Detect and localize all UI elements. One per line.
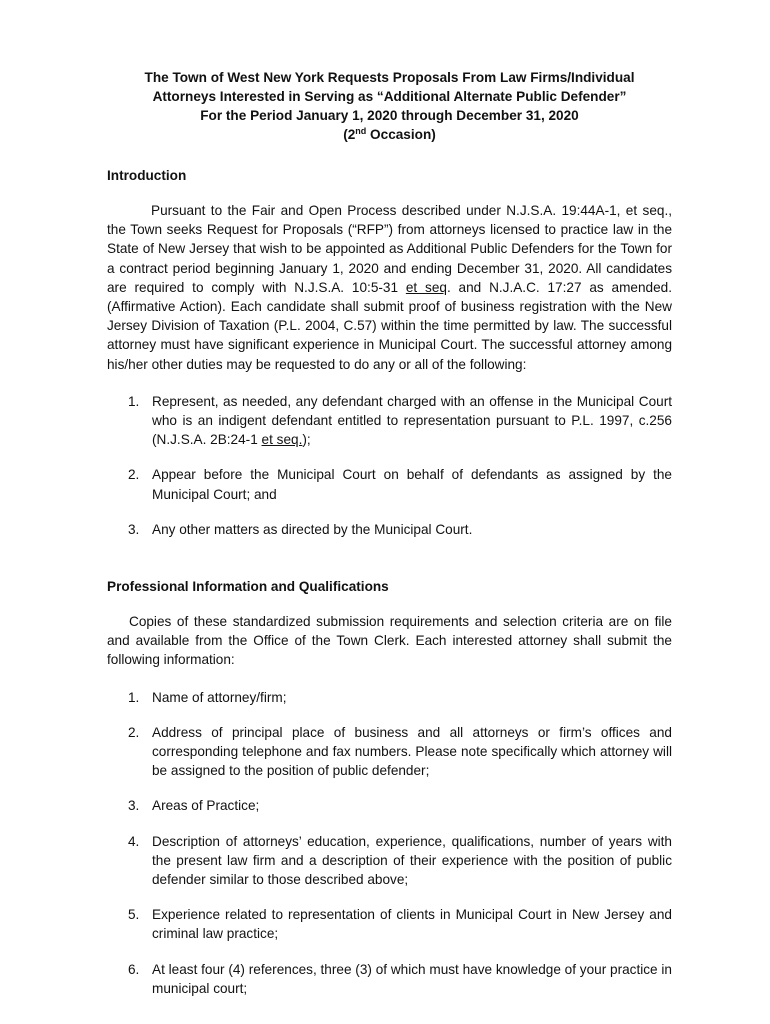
list-item (128, 520, 672, 539)
list-item (128, 905, 672, 943)
list-item-number: 1. (128, 393, 140, 409)
list-item (128, 723, 672, 781)
title-line-3: For the Period January 1, 2020 through December 31, 2020 (200, 108, 579, 123)
list-item (128, 960, 672, 998)
intro-text-underlined: et seq (405, 279, 447, 295)
list-item (128, 392, 672, 450)
list-item (128, 465, 672, 503)
qualifications-list (107, 688, 672, 998)
list-item-number: 3. (128, 798, 140, 814)
list-item-text: At least four (4) references, three (3) of which must have knowledge of your practice in municipal court; (152, 961, 672, 996)
list-item-text-end: ); (302, 432, 311, 448)
list-item-text: Areas of Practice; (152, 798, 260, 814)
title-line-2: Attorneys Interested in Serving as “Additional Alternate Public Defender” (152, 89, 627, 104)
list-item-number: 5. (128, 907, 140, 923)
title-line-1: The Town of West New York Requests Proposals From Law Firms/Individual (144, 70, 635, 85)
title-line-4-post: Occasion) (366, 127, 436, 142)
list-item (128, 796, 672, 815)
intro-text-b: . and N.J.A.C. 17:27 as amended. (Affirmative Action). Each candidate shall submit proof of business registration with the New Jersey Division of Taxation (P.L. 2004, C.57) within the time permitted by law. The successful attorney must have significant experience in Municipal Court. The successful attorney among his/her other duties may be requested to do any or all of the following: (107, 279, 672, 372)
qualifications-paragraph: Copies of these standardized submission requirements and selection criteria are on file and available from the Office of the Town Clerk. Each interested attorney shall submit the following information: (107, 614, 672, 668)
title-line-4-pre: (2 (343, 127, 356, 142)
list-item-number: 2. (128, 724, 140, 740)
list-item-text: Address of principal place of business and all attorneys or firm’s offices and corresponding telephone and fax numbers. Please note specifically which attorney will be assigned to the position of public defender; (152, 724, 672, 779)
list-item-number: 6. (128, 961, 140, 977)
list-item-text: Represent, as needed, any defendant charged with an offense in the Municipal Court who is an indigent defendant entitled to representation pursuant to P.L. 1997, c.256 (N.J.S.A. 2B:24-1 (152, 393, 672, 448)
intro-text-a: Pursuant to the Fair and Open Process described under N.J.S.A. 19:44A-1, et seq., the Town seeks Request for Proposals (“RFP”) from attorneys licensed to practice law in the State of New Jersey that wish to be appointed as Additional Public Defenders for the Town for a contract period beginning January 1, 2020 and ending December 31, 2020. All candidates are required to comply with N.J.S.A. 10:5-31 (107, 203, 672, 295)
qualifications-heading: Professional Information and Qualifications (107, 579, 389, 595)
list-item-text: Name of attorney/firm; (152, 689, 287, 705)
list-item (128, 688, 672, 707)
document-title (107, 68, 672, 144)
list-item-text: Description of attorneys’ education, experience, qualifications, number of years with the present law firm and a description of their experience with the position of public defender similar to those described above; (152, 833, 672, 888)
list-item-number: 4. (128, 833, 140, 849)
list-item-number: 1. (128, 689, 140, 705)
section-spacer (107, 555, 672, 577)
list-item-underlined: et seq. (261, 432, 303, 448)
title-line-4-sup: nd (355, 126, 367, 136)
list-item-text: Experience related to representation of clients in Municipal Court in New Jersey and criminal law practice; (152, 907, 672, 942)
list-item-number: 3. (128, 521, 140, 537)
title-line-4 (107, 125, 672, 144)
list-item-text: Any other matters as directed by the Municipal Court. (152, 521, 473, 537)
duties-list (107, 392, 672, 539)
list-item-text: Appear before the Municipal Court on behalf of defendants as assigned by the Municipal Court; and (152, 467, 672, 502)
list-item-number: 2. (128, 467, 140, 483)
list-item (128, 832, 672, 890)
introduction-paragraph (107, 201, 672, 374)
introduction-heading: Introduction (107, 168, 187, 183)
